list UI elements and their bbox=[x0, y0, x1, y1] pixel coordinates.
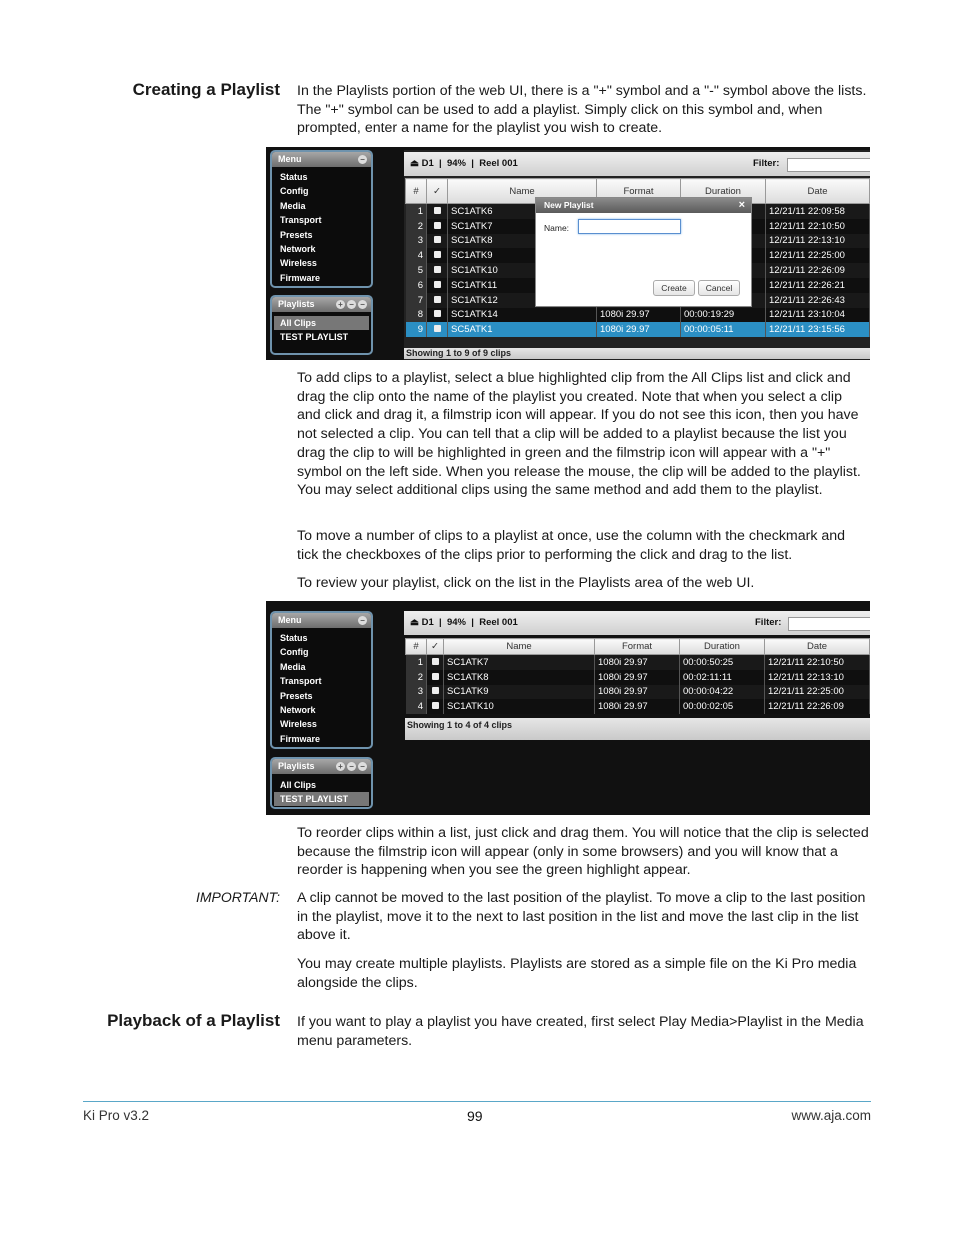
clip-format: 1080i 29.97 bbox=[595, 685, 680, 700]
playlist-item-test-playlist[interactable]: TEST PLAYLIST bbox=[274, 792, 369, 806]
menu-item-wireless[interactable]: Wireless bbox=[280, 258, 317, 269]
create-button[interactable]: Create bbox=[653, 280, 695, 296]
table-row[interactable] bbox=[406, 685, 870, 700]
menu-item-presets[interactable]: Presets bbox=[280, 229, 313, 240]
page-number: 99 bbox=[467, 1108, 483, 1124]
clip-duration: 00:02:11:11 bbox=[680, 670, 765, 685]
clip-name: SC1ATK10 bbox=[448, 263, 597, 278]
clip-date: 12/21/11 23:10:04 bbox=[766, 308, 870, 323]
row-checkbox[interactable] bbox=[427, 685, 444, 700]
col-duration[interactable]: Duration bbox=[680, 639, 765, 655]
menu-item-status[interactable]: Status bbox=[280, 172, 308, 182]
table-row[interactable] bbox=[406, 322, 870, 337]
add-playlist-icon[interactable]: + bbox=[336, 762, 345, 771]
row-number: 3 bbox=[406, 685, 427, 700]
row-checkbox[interactable] bbox=[427, 219, 448, 234]
remove-playlist-icon[interactable]: − bbox=[347, 300, 356, 309]
clip-name: SC1ATK8 bbox=[444, 670, 595, 685]
clip-name: SC5ATK1 bbox=[448, 322, 597, 337]
menu-item-network[interactable]: Network bbox=[280, 705, 316, 716]
clip-duration: 00:00:02:05 bbox=[680, 699, 765, 714]
clip-date: 12/21/11 22:09:58 bbox=[766, 204, 870, 219]
add-playlist-icon[interactable]: + bbox=[336, 300, 345, 309]
playlist-name-input[interactable] bbox=[578, 219, 681, 234]
menu-item-network[interactable]: Network bbox=[280, 244, 316, 255]
col-date[interactable]: Date bbox=[766, 179, 870, 204]
clip-name: SC1ATK10 bbox=[444, 699, 595, 714]
cancel-button[interactable]: Cancel bbox=[698, 280, 740, 296]
checkbox-icon[interactable] bbox=[432, 673, 439, 680]
clip-format: 1080i 29.97 bbox=[595, 670, 680, 685]
media-status: D1 | 94% | Reel 001 bbox=[421, 617, 518, 628]
reorder-paragraph: To reorder clips within a list, just click and drag them. You will notice that the clip is selected because the filmstrip icon will appear (only in some browsers) and you will know that a reorder is happening when you see the green highlight appear. bbox=[297, 825, 869, 879]
menu-panel bbox=[270, 611, 373, 749]
dialog-header: New Playlist × bbox=[536, 198, 751, 213]
checkbox-icon[interactable] bbox=[432, 702, 439, 709]
table-row[interactable] bbox=[406, 308, 870, 323]
eject-icon[interactable]: ⏏ bbox=[410, 617, 419, 628]
table-row[interactable] bbox=[406, 670, 870, 685]
review-paragraph: To review your playlist, click on the list in the Playlists area of the web UI. bbox=[297, 575, 755, 591]
checkbox-icon[interactable] bbox=[432, 658, 439, 665]
filter-label: Filter: bbox=[755, 617, 782, 628]
clip-date: 12/21/11 22:26:09 bbox=[766, 263, 870, 278]
new-playlist-dialog bbox=[535, 197, 752, 307]
clip-name: SC1ATK7 bbox=[448, 219, 597, 234]
checkbox-icon[interactable] bbox=[434, 207, 441, 214]
clip-date: 12/21/11 23:15:56 bbox=[766, 322, 870, 337]
playlists-header: Playlists + − − bbox=[272, 759, 371, 774]
clip-date: 12/21/11 22:13:10 bbox=[765, 670, 870, 685]
col-name[interactable]: Name bbox=[448, 179, 597, 204]
collapse-icon[interactable]: − bbox=[358, 300, 367, 309]
clip-date: 12/21/11 22:26:21 bbox=[766, 278, 870, 293]
table-row[interactable] bbox=[406, 699, 870, 714]
clip-name: SC1ATK12 bbox=[448, 293, 597, 308]
row-number: 2 bbox=[406, 219, 427, 234]
multiple-playlists-paragraph: You may create multiple playlists. Playlists are stored as a simple file on the Ki Pro media alongside the clips. bbox=[297, 956, 857, 991]
playback-paragraph: If you want to play a playlist you have created, first select Play Media>Playlist in the Media menu parameters. bbox=[297, 1014, 864, 1049]
row-number: 4 bbox=[406, 248, 427, 263]
menu-item-presets[interactable]: Presets bbox=[280, 690, 313, 701]
clip-date: 12/21/11 22:10:50 bbox=[766, 219, 870, 234]
row-number: 4 bbox=[406, 699, 427, 714]
clip-name: SC1ATK7 bbox=[444, 655, 595, 670]
menu-item-transport[interactable]: Transport bbox=[280, 215, 322, 226]
collapse-icon[interactable]: − bbox=[358, 155, 367, 164]
clip-date: 12/21/11 22:25:00 bbox=[765, 685, 870, 700]
col-format[interactable]: Format bbox=[595, 639, 680, 655]
screenshot-test-playlist bbox=[266, 601, 870, 815]
clip-date: 12/21/11 22:13:10 bbox=[766, 234, 870, 249]
row-checkbox[interactable] bbox=[427, 293, 448, 308]
clip-format: 1080i 29.97 bbox=[595, 699, 680, 714]
clip-name: SC1ATK8 bbox=[448, 234, 597, 249]
checkbox-icon[interactable] bbox=[434, 236, 441, 243]
col-date[interactable]: Date bbox=[765, 639, 870, 655]
menu-header: Menu − bbox=[272, 613, 371, 628]
row-checkbox[interactable] bbox=[427, 655, 444, 670]
checkbox-icon[interactable] bbox=[432, 687, 439, 694]
playlists-panel bbox=[270, 757, 373, 809]
playlist-item-all-clips[interactable]: All Clips bbox=[280, 780, 317, 790]
row-checkbox[interactable] bbox=[427, 670, 444, 685]
row-number: 8 bbox=[406, 308, 427, 323]
clip-name: SC1ATK9 bbox=[448, 248, 597, 263]
media-status: D1 | 94% | Reel 001 bbox=[421, 158, 518, 169]
menu-item-config[interactable]: Config bbox=[280, 186, 309, 197]
footer-version: Ki Pro v3.2 bbox=[83, 1108, 150, 1123]
checkbox-icon[interactable] bbox=[434, 266, 441, 273]
clip-date: 12/21/11 22:10:50 bbox=[765, 655, 870, 670]
clip-name: SC1ATK11 bbox=[448, 278, 597, 293]
status-bar: Showing 1 to 4 of 4 clips bbox=[405, 718, 870, 740]
row-number: 2 bbox=[406, 670, 427, 685]
menu-item-config[interactable]: Config bbox=[280, 647, 309, 658]
screenshot-new-playlist bbox=[266, 147, 870, 360]
row-checkbox[interactable] bbox=[427, 204, 448, 219]
menu-item-media[interactable]: Media bbox=[280, 661, 306, 672]
add-clips-paragraph: To add clips to a playlist, select a blue highlighted clip from the All Clips list and click and drag the clip onto the name of the playlist you created. Note that when you select a clip and click and drag it, a filmstrip icon will appear. If you do not see this icon, then you have not selected a clip. You can tell that a clip will be added to a playlist because the list you drag the clip to will be highlighted in green and the filmstrip icon will appear with a "+" symbol on the left side. When you release the mouse, the clip will be added to the playlist. You may select additional clips using the same method and add them to the playlist. bbox=[297, 370, 861, 499]
important-label: IMPORTANT: bbox=[196, 889, 280, 905]
row-number: 1 bbox=[406, 655, 427, 670]
playlists-header: Playlists + − − bbox=[272, 297, 371, 312]
important-paragraph: A clip cannot be moved to the last position of the playlist. To move a clip to the last position in the playlist, move it to the next to last position in the list and move the last clip in the list above it. bbox=[297, 890, 866, 944]
col-number[interactable]: # bbox=[406, 179, 427, 204]
clip-duration: 00:00:05:11 bbox=[681, 322, 766, 337]
row-checkbox[interactable] bbox=[427, 699, 444, 714]
filter-input[interactable] bbox=[788, 617, 870, 631]
col-check[interactable]: ✓ bbox=[427, 179, 448, 204]
checkbox-icon[interactable] bbox=[434, 310, 441, 317]
intro-paragraph: In the Playlists portion of the web UI, there is a "+" symbol and a "-" symbol above the lists. The "+" symbol can be used to add a playlist. Simply click on this symbol and, when prompted, enter a name for the playlist you wish to create. bbox=[297, 83, 867, 137]
eject-icon[interactable]: ⏏ bbox=[410, 158, 419, 169]
row-checkbox[interactable] bbox=[427, 248, 448, 263]
playlists-panel bbox=[270, 295, 373, 355]
row-checkbox[interactable] bbox=[427, 234, 448, 249]
checkbox-icon[interactable] bbox=[434, 296, 441, 303]
collapse-icon[interactable]: − bbox=[358, 762, 367, 771]
row-number: 6 bbox=[406, 278, 427, 293]
row-number: 1 bbox=[406, 204, 427, 219]
col-name[interactable]: Name bbox=[444, 639, 595, 655]
clip-format: 1080i 29.97 bbox=[595, 655, 680, 670]
footer-url[interactable]: www.aja.com bbox=[791, 1108, 871, 1123]
clip-duration: 00:00:50:25 bbox=[680, 655, 765, 670]
menu-item-wireless[interactable]: Wireless bbox=[280, 719, 317, 730]
menu-item-firmware[interactable]: Firmware bbox=[280, 733, 321, 744]
col-duration[interactable]: Duration bbox=[681, 179, 766, 204]
clip-name: SC1ATK9 bbox=[444, 685, 595, 700]
col-number[interactable]: # bbox=[406, 639, 427, 655]
clip-name: SC1ATK14 bbox=[448, 308, 597, 323]
menu-item-firmware[interactable]: Firmware bbox=[280, 272, 321, 283]
row-checkbox[interactable] bbox=[427, 263, 448, 278]
checkbox-icon[interactable] bbox=[434, 325, 441, 332]
clip-format: 1080i 29.97 bbox=[597, 322, 681, 337]
filter-input[interactable] bbox=[787, 158, 870, 172]
section-heading-creating-playlist: Creating a Playlist bbox=[132, 80, 280, 99]
clip-duration: 00:00:19:29 bbox=[681, 308, 766, 323]
clip-toolbar bbox=[404, 611, 870, 635]
row-number: 7 bbox=[406, 293, 427, 308]
clip-duration: 00:00:04:22 bbox=[680, 685, 765, 700]
row-checkbox[interactable] bbox=[427, 278, 448, 293]
checkbox-icon[interactable] bbox=[434, 281, 441, 288]
filter-label: Filter: bbox=[753, 158, 780, 169]
menu-item-media[interactable]: Media bbox=[280, 200, 306, 211]
clip-format: 1080i 29.97 bbox=[597, 308, 681, 323]
status-bar: Showing 1 to 9 of 9 clips bbox=[404, 348, 870, 359]
row-number: 5 bbox=[406, 263, 427, 278]
menu-item-status[interactable]: Status bbox=[280, 633, 308, 643]
checkbox-icon[interactable] bbox=[434, 251, 441, 258]
row-number: 3 bbox=[406, 234, 427, 249]
menu-header: Menu − bbox=[272, 152, 371, 167]
close-icon[interactable]: × bbox=[738, 199, 745, 211]
clip-toolbar bbox=[404, 152, 870, 176]
clip-name: SC1ATK6 bbox=[448, 204, 597, 219]
clip-date: 12/21/11 22:26:43 bbox=[766, 293, 870, 308]
col-check[interactable]: ✓ bbox=[427, 639, 444, 655]
clip-date: 12/21/11 22:26:09 bbox=[765, 699, 870, 714]
remove-playlist-icon[interactable]: − bbox=[347, 762, 356, 771]
playlist-item-test-playlist[interactable]: TEST PLAYLIST bbox=[280, 332, 349, 342]
menu-item-transport[interactable]: Transport bbox=[280, 676, 322, 687]
menu-panel bbox=[270, 150, 373, 288]
row-checkbox[interactable] bbox=[427, 322, 448, 337]
row-number: 9 bbox=[406, 322, 427, 337]
checkbox-icon[interactable] bbox=[434, 222, 441, 229]
clip-date: 12/21/11 22:25:00 bbox=[766, 248, 870, 263]
clips-table bbox=[405, 638, 870, 714]
footer-rule bbox=[83, 1101, 871, 1102]
collapse-icon[interactable]: − bbox=[358, 616, 367, 625]
move-many-paragraph: To move a number of clips to a playlist at once, use the column with the checkmark and tick the checkboxes of the clips prior to performing the click and drag to the list. bbox=[297, 528, 846, 563]
name-label: Name: bbox=[544, 223, 570, 233]
section-heading-playback: Playback of a Playlist bbox=[107, 1011, 280, 1030]
playlist-item-all-clips[interactable]: All Clips bbox=[274, 316, 369, 330]
table-row[interactable] bbox=[406, 655, 870, 670]
row-checkbox[interactable] bbox=[427, 308, 448, 323]
col-format[interactable]: Format bbox=[597, 179, 681, 204]
clips-area bbox=[394, 605, 870, 815]
